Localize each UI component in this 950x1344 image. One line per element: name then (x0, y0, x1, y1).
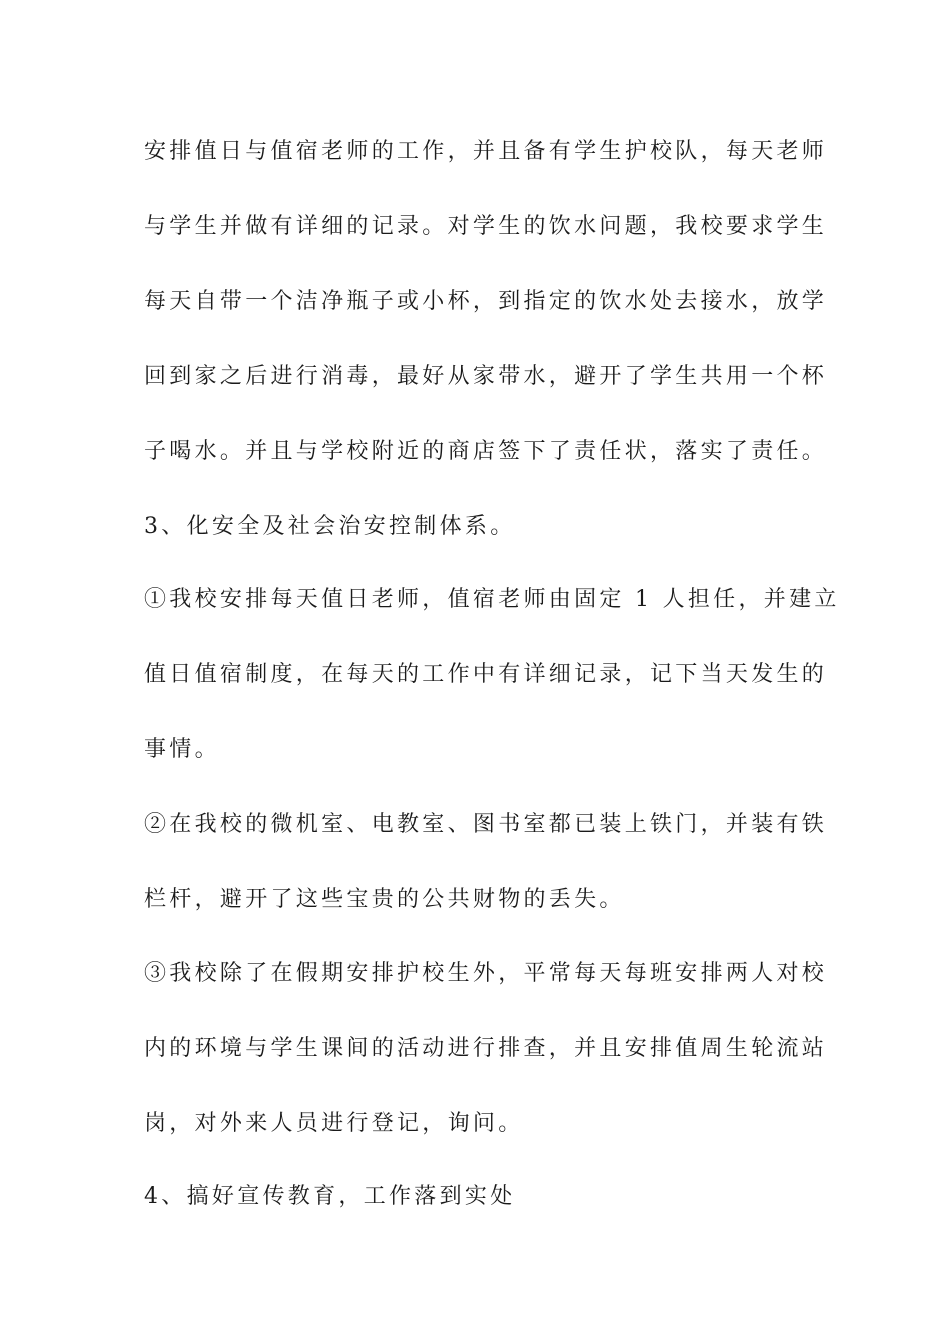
text-line: 岗，对外来人员进行登记，询问。 (144, 1111, 524, 1136)
section-heading-4: 4、搞好宣传教育，工作落到实处 (144, 1184, 516, 1209)
text-line: 内的环境与学生课间的活动进行排查，并且安排值周生轮流站 (144, 1036, 828, 1061)
text-line: 栏杆，避开了这些宝贵的公共财物的丢失。 (144, 887, 625, 912)
text-line: ②在我校的微机室、电教室、图书室都已装上铁门，并装有铁 (144, 812, 828, 837)
text-line: 值日值宿制度，在每天的工作中有详细记录，记下当天发生的 (144, 662, 828, 687)
text-line: ①我校安排每天值日老师，值宿老师由固定 1 人担任，并建立 (144, 587, 840, 612)
section-heading-3: 3、化安全及社会治安控制体系。 (144, 514, 516, 539)
text-line: 子喝水。并且与学校附近的商店签下了责任状，落实了责任。 (144, 439, 828, 464)
text-line: 事情。 (144, 737, 220, 762)
text-line: 与学生并做有详细的记录。对学生的饮水问题，我校要求学生 (144, 214, 828, 239)
text-line: 每天自带一个洁净瓶子或小杯，到指定的饮水处去接水，放学 (144, 289, 828, 314)
text-line: 安排值日与值宿老师的工作，并且备有学生护校队，每天老师 (144, 139, 828, 164)
text-line: 回到家之后进行消毒，最好从家带水，避开了学生共用一个杯 (144, 364, 828, 389)
text-line: ③我校除了在假期安排护校生外，平常每天每班安排两人对校 (144, 961, 828, 986)
